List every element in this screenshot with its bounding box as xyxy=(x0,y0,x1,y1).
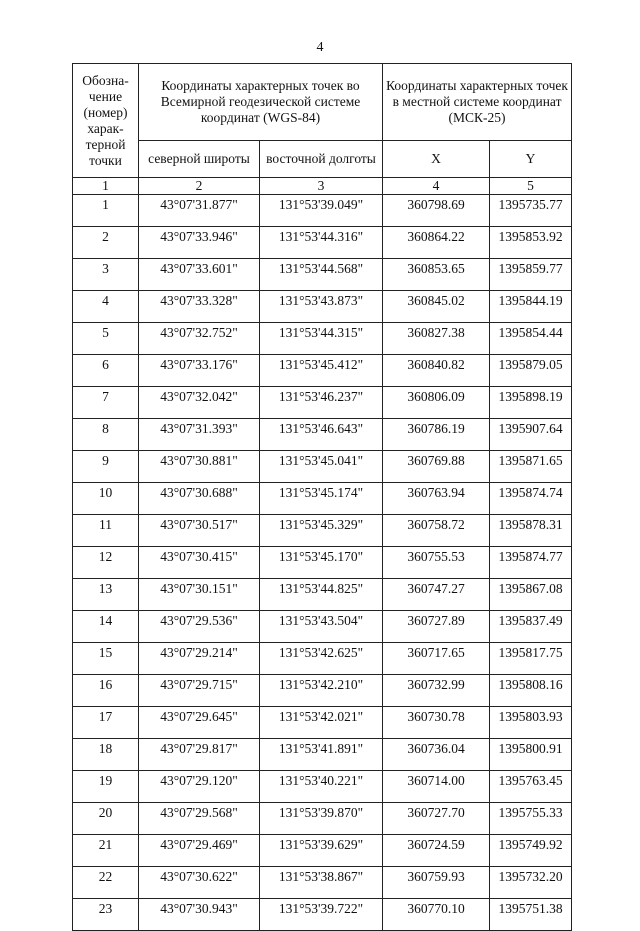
longitude-cell: 131°53'39.870" xyxy=(260,803,383,835)
longitude-cell: 131°53'39.722" xyxy=(260,899,383,931)
point-number-cell: 17 xyxy=(73,707,139,739)
point-number-cell: 23 xyxy=(73,899,139,931)
point-number-cell: 4 xyxy=(73,291,139,323)
y-coordinate-cell: 1395763.45 xyxy=(490,771,572,803)
x-coordinate-cell: 360717.65 xyxy=(383,643,490,675)
longitude-cell: 131°53'45.329" xyxy=(260,515,383,547)
y-coordinate-cell: 1395874.77 xyxy=(490,547,572,579)
latitude-cell: 43°07'30.517" xyxy=(139,515,260,547)
y-coordinate-cell: 1395853.92 xyxy=(490,227,572,259)
point-number-cell: 15 xyxy=(73,643,139,675)
longitude-cell: 131°53'44.316" xyxy=(260,227,383,259)
table-row xyxy=(73,483,572,515)
point-number-cell: 3 xyxy=(73,259,139,291)
header-wgs84: Координаты характерных точек во Всемирной геодезической системе координат (WGS-84) xyxy=(139,64,383,141)
x-coordinate-cell: 360763.94 xyxy=(383,483,490,515)
point-number-cell: 1 xyxy=(73,195,139,227)
x-coordinate-cell: 360827.38 xyxy=(383,323,490,355)
table-row xyxy=(73,227,572,259)
table-row xyxy=(73,675,572,707)
point-number-cell: 8 xyxy=(73,419,139,451)
table-row xyxy=(73,739,572,771)
longitude-cell: 131°53'39.629" xyxy=(260,835,383,867)
header-x: X xyxy=(383,141,490,178)
x-coordinate-cell: 360845.02 xyxy=(383,291,490,323)
table-row xyxy=(73,259,572,291)
table-row xyxy=(73,579,572,611)
table-row xyxy=(73,899,572,931)
point-number-cell: 5 xyxy=(73,323,139,355)
point-number-cell: 11 xyxy=(73,515,139,547)
table-row xyxy=(73,451,572,483)
latitude-cell: 43°07'32.752" xyxy=(139,323,260,355)
y-coordinate-cell: 1395878.31 xyxy=(490,515,572,547)
table-row xyxy=(73,515,572,547)
table-row xyxy=(73,195,572,227)
x-coordinate-cell: 360806.09 xyxy=(383,387,490,419)
longitude-cell: 131°53'39.049" xyxy=(260,195,383,227)
y-coordinate-cell: 1395837.49 xyxy=(490,611,572,643)
longitude-cell: 131°53'41.891" xyxy=(260,739,383,771)
latitude-cell: 43°07'29.568" xyxy=(139,803,260,835)
x-coordinate-cell: 360736.04 xyxy=(383,739,490,771)
table-row xyxy=(73,835,572,867)
header-north-latitude: северной широты xyxy=(139,141,260,178)
y-coordinate-cell: 1395844.19 xyxy=(490,291,572,323)
longitude-cell: 131°53'42.210" xyxy=(260,675,383,707)
latitude-cell: 43°07'33.601" xyxy=(139,259,260,291)
latitude-cell: 43°07'33.328" xyxy=(139,291,260,323)
point-number-cell: 10 xyxy=(73,483,139,515)
longitude-cell: 131°53'45.041" xyxy=(260,451,383,483)
x-coordinate-cell: 360727.70 xyxy=(383,803,490,835)
longitude-cell: 131°53'42.625" xyxy=(260,643,383,675)
latitude-cell: 43°07'29.214" xyxy=(139,643,260,675)
latitude-cell: 43°07'30.151" xyxy=(139,579,260,611)
table-row xyxy=(73,419,572,451)
y-coordinate-cell: 1395751.38 xyxy=(490,899,572,931)
latitude-cell: 43°07'29.536" xyxy=(139,611,260,643)
latitude-cell: 43°07'29.715" xyxy=(139,675,260,707)
y-coordinate-cell: 1395755.33 xyxy=(490,803,572,835)
latitude-cell: 43°07'33.176" xyxy=(139,355,260,387)
table-row xyxy=(73,547,572,579)
longitude-cell: 131°53'43.873" xyxy=(260,291,383,323)
y-coordinate-cell: 1395732.20 xyxy=(490,867,572,899)
column-number: 1 xyxy=(73,178,139,195)
table-row xyxy=(73,803,572,835)
header-msk25: Координаты характерных точек в местной системе координат (МСК-25) xyxy=(383,64,572,141)
x-coordinate-cell: 360853.65 xyxy=(383,259,490,291)
latitude-cell: 43°07'29.469" xyxy=(139,835,260,867)
longitude-cell: 131°53'45.174" xyxy=(260,483,383,515)
point-number-cell: 9 xyxy=(73,451,139,483)
x-coordinate-cell: 360840.82 xyxy=(383,355,490,387)
y-coordinate-cell: 1395898.19 xyxy=(490,387,572,419)
y-coordinate-cell: 1395879.05 xyxy=(490,355,572,387)
y-coordinate-cell: 1395859.77 xyxy=(490,259,572,291)
longitude-cell: 131°53'44.825" xyxy=(260,579,383,611)
header-east-longitude: восточной долготы xyxy=(260,141,383,178)
y-coordinate-cell: 1395854.44 xyxy=(490,323,572,355)
point-number-cell: 6 xyxy=(73,355,139,387)
table-row xyxy=(73,291,572,323)
y-coordinate-cell: 1395867.08 xyxy=(490,579,572,611)
latitude-cell: 43°07'29.120" xyxy=(139,771,260,803)
y-coordinate-cell: 1395817.75 xyxy=(490,643,572,675)
longitude-cell: 131°53'45.170" xyxy=(260,547,383,579)
latitude-cell: 43°07'30.881" xyxy=(139,451,260,483)
longitude-cell: 131°53'44.315" xyxy=(260,323,383,355)
table-row xyxy=(73,323,572,355)
header-y: Y xyxy=(490,141,572,178)
coordinates-table xyxy=(72,63,572,931)
point-number-cell: 7 xyxy=(73,387,139,419)
point-number-cell: 19 xyxy=(73,771,139,803)
y-coordinate-cell: 1395749.92 xyxy=(490,835,572,867)
latitude-cell: 43°07'31.877" xyxy=(139,195,260,227)
point-number-cell: 20 xyxy=(73,803,139,835)
latitude-cell: 43°07'32.042" xyxy=(139,387,260,419)
x-coordinate-cell: 360747.27 xyxy=(383,579,490,611)
table-row xyxy=(73,387,572,419)
point-number-cell: 16 xyxy=(73,675,139,707)
x-coordinate-cell: 360724.59 xyxy=(383,835,490,867)
y-coordinate-cell: 1395907.64 xyxy=(490,419,572,451)
longitude-cell: 131°53'46.237" xyxy=(260,387,383,419)
column-number: 2 xyxy=(139,178,260,195)
table-row xyxy=(73,643,572,675)
x-coordinate-cell: 360755.53 xyxy=(383,547,490,579)
point-number-cell: 14 xyxy=(73,611,139,643)
page-number: 4 xyxy=(316,40,324,55)
latitude-cell: 43°07'31.393" xyxy=(139,419,260,451)
longitude-cell: 131°53'40.221" xyxy=(260,771,383,803)
y-coordinate-cell: 1395808.16 xyxy=(490,675,572,707)
x-coordinate-cell: 360786.19 xyxy=(383,419,490,451)
x-coordinate-cell: 360798.69 xyxy=(383,195,490,227)
latitude-cell: 43°07'30.622" xyxy=(139,867,260,899)
latitude-cell: 43°07'30.415" xyxy=(139,547,260,579)
point-number-cell: 22 xyxy=(73,867,139,899)
longitude-cell: 131°53'45.412" xyxy=(260,355,383,387)
point-number-cell: 21 xyxy=(73,835,139,867)
x-coordinate-cell: 360759.93 xyxy=(383,867,490,899)
column-number: 4 xyxy=(383,178,490,195)
x-coordinate-cell: 360714.00 xyxy=(383,771,490,803)
point-number-cell: 2 xyxy=(73,227,139,259)
table-row xyxy=(73,771,572,803)
header-designation: Обозна- чение (номер) харак- терной точки xyxy=(73,64,139,178)
point-number-cell: 12 xyxy=(73,547,139,579)
y-coordinate-cell: 1395800.91 xyxy=(490,739,572,771)
point-number-cell: 13 xyxy=(73,579,139,611)
x-coordinate-cell: 360727.89 xyxy=(383,611,490,643)
x-coordinate-cell: 360769.88 xyxy=(383,451,490,483)
longitude-cell: 131°53'44.568" xyxy=(260,259,383,291)
y-coordinate-cell: 1395803.93 xyxy=(490,707,572,739)
longitude-cell: 131°53'43.504" xyxy=(260,611,383,643)
table-row xyxy=(73,867,572,899)
x-coordinate-cell: 360864.22 xyxy=(383,227,490,259)
column-number: 3 xyxy=(260,178,383,195)
latitude-cell: 43°07'30.943" xyxy=(139,899,260,931)
longitude-cell: 131°53'42.021" xyxy=(260,707,383,739)
y-coordinate-cell: 1395735.77 xyxy=(490,195,572,227)
point-number-cell: 18 xyxy=(73,739,139,771)
x-coordinate-cell: 360770.10 xyxy=(383,899,490,931)
longitude-cell: 131°53'46.643" xyxy=(260,419,383,451)
x-coordinate-cell: 360730.78 xyxy=(383,707,490,739)
y-coordinate-cell: 1395874.74 xyxy=(490,483,572,515)
x-coordinate-cell: 360732.99 xyxy=(383,675,490,707)
table-row xyxy=(73,355,572,387)
latitude-cell: 43°07'29.817" xyxy=(139,739,260,771)
longitude-cell: 131°53'38.867" xyxy=(260,867,383,899)
table-row xyxy=(73,707,572,739)
column-number: 5 xyxy=(490,178,572,195)
latitude-cell: 43°07'29.645" xyxy=(139,707,260,739)
y-coordinate-cell: 1395871.65 xyxy=(490,451,572,483)
table-row xyxy=(73,611,572,643)
latitude-cell: 43°07'30.688" xyxy=(139,483,260,515)
latitude-cell: 43°07'33.946" xyxy=(139,227,260,259)
x-coordinate-cell: 360758.72 xyxy=(383,515,490,547)
